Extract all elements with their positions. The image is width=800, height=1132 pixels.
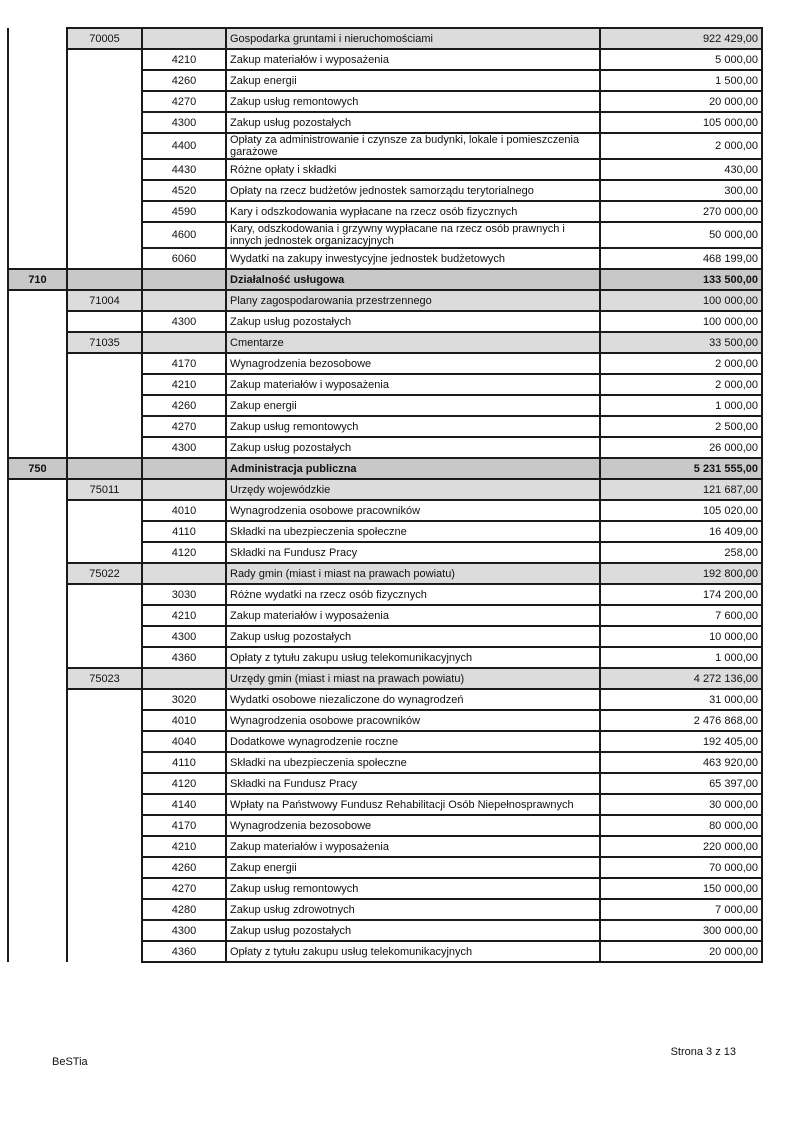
amount-cell: 258,00: [600, 542, 762, 563]
paragraf-row: [8, 353, 762, 374]
description-cell: Zakup usług remontowych: [226, 878, 600, 899]
dzial-code-cell: [8, 542, 67, 563]
dzial-code-cell: [8, 395, 67, 416]
paragraf-code-cell: 4140: [142, 794, 226, 815]
amount-cell: 150 000,00: [600, 878, 762, 899]
description-cell: Składki na ubezpieczenia społeczne: [226, 752, 600, 773]
rozdzial-code-cell: 75023: [67, 668, 142, 689]
rozdzial-code-cell: [67, 201, 142, 222]
amount-cell: 70 000,00: [600, 857, 762, 878]
paragraf-code-cell: 4120: [142, 773, 226, 794]
description-cell: Urzędy wojewódzkie: [226, 479, 600, 500]
rozdzial-code-cell: [67, 91, 142, 112]
paragraf-code-cell: 3030: [142, 584, 226, 605]
rozdzial-code-cell: [67, 605, 142, 626]
amount-cell: 31 000,00: [600, 689, 762, 710]
description-cell: Kary i odszkodowania wypłacane na rzecz osób fizycznych: [226, 201, 600, 222]
dzial-code-cell: [8, 479, 67, 500]
paragraf-row: [8, 857, 762, 878]
paragraf-row: [8, 437, 762, 458]
paragraf-code-cell: 6060: [142, 248, 226, 269]
dzial-code-cell: [8, 731, 67, 752]
amount-cell: 105 020,00: [600, 500, 762, 521]
rozdzial-code-cell: [67, 269, 142, 290]
amount-cell: 300,00: [600, 180, 762, 201]
paragraf-code-cell: 4300: [142, 626, 226, 647]
paragraf-row: [8, 201, 762, 222]
paragraf-row: [8, 836, 762, 857]
page-number: Strona 3 z 13: [670, 1046, 736, 1058]
rozdzial-code-cell: [67, 920, 142, 941]
paragraf-row: [8, 112, 762, 133]
paragraf-row: [8, 920, 762, 941]
description-cell: Cmentarze: [226, 332, 600, 353]
rozdzial-code-cell: [67, 374, 142, 395]
amount-cell: 2 000,00: [600, 133, 762, 159]
paragraf-row: [8, 133, 762, 159]
rozdzial-code-cell: [67, 752, 142, 773]
dzial-code-cell: 750: [8, 458, 67, 479]
rozdzial-code-cell: [67, 815, 142, 836]
rozdzial-code-cell: [67, 500, 142, 521]
amount-cell: 1 000,00: [600, 647, 762, 668]
paragraf-code-cell: 4360: [142, 647, 226, 668]
budget-table: [7, 27, 763, 963]
rozdzial-code-cell: [67, 773, 142, 794]
description-cell: Zakup usług remontowych: [226, 91, 600, 112]
description-cell: Wynagrodzenia bezosobowe: [226, 815, 600, 836]
description-cell: Zakup usług pozostałych: [226, 437, 600, 458]
dzial-code-cell: [8, 794, 67, 815]
paragraf-row: [8, 91, 762, 112]
amount-cell: 463 920,00: [600, 752, 762, 773]
dzial-code-cell: [8, 353, 67, 374]
paragraf-code-cell: 4300: [142, 311, 226, 332]
dzial-code-cell: [8, 752, 67, 773]
paragraf-code-cell: 3020: [142, 689, 226, 710]
amount-cell: 5 000,00: [600, 49, 762, 70]
paragraf-code-cell: 4170: [142, 815, 226, 836]
description-cell: Zakup materiałów i wyposażenia: [226, 836, 600, 857]
rozdzial-code-cell: [67, 353, 142, 374]
description-cell: Opłaty z tytułu zakupu usług telekomunikacyjnych: [226, 941, 600, 962]
dzial-code-cell: [8, 91, 67, 112]
paragraf-code-cell: 4520: [142, 180, 226, 201]
rozdzial-code-cell: [67, 689, 142, 710]
paragraf-code-cell: [142, 28, 226, 49]
rozdzial-code-cell: [67, 437, 142, 458]
amount-cell: 33 500,00: [600, 332, 762, 353]
paragraf-code-cell: 4270: [142, 878, 226, 899]
description-cell: Wynagrodzenia osobowe pracowników: [226, 500, 600, 521]
dzial-code-cell: [8, 311, 67, 332]
rozdzial-code-cell: [67, 311, 142, 332]
amount-cell: 80 000,00: [600, 815, 762, 836]
amount-cell: 16 409,00: [600, 521, 762, 542]
rozdzial-code-cell: [67, 941, 142, 962]
paragraf-row: [8, 311, 762, 332]
paragraf-code-cell: [142, 290, 226, 311]
description-cell: Zakup materiałów i wyposażenia: [226, 374, 600, 395]
dzial-code-cell: [8, 941, 67, 962]
paragraf-code-cell: [142, 479, 226, 500]
rozdzial-code-cell: [67, 584, 142, 605]
dzial-code-cell: [8, 836, 67, 857]
paragraf-code-cell: 4600: [142, 222, 226, 248]
dzial-code-cell: [8, 248, 67, 269]
amount-cell: 7 600,00: [600, 605, 762, 626]
paragraf-code-cell: 4300: [142, 437, 226, 458]
paragraf-row: [8, 500, 762, 521]
amount-cell: 270 000,00: [600, 201, 762, 222]
paragraf-row: [8, 647, 762, 668]
dzial-code-cell: [8, 49, 67, 70]
rozdzial-code-cell: 70005: [67, 28, 142, 49]
rozdzial-code-cell: [67, 521, 142, 542]
paragraf-code-cell: 4170: [142, 353, 226, 374]
paragraf-code-cell: 4270: [142, 91, 226, 112]
description-cell: Opłaty na rzecz budżetów jednostek samorządu terytorialnego: [226, 180, 600, 201]
rozdzial-row: [8, 290, 762, 311]
dzial-code-cell: [8, 332, 67, 353]
amount-cell: 10 000,00: [600, 626, 762, 647]
paragraf-row: [8, 773, 762, 794]
amount-cell: 133 500,00: [600, 269, 762, 290]
paragraf-row: [8, 159, 762, 180]
amount-cell: 30 000,00: [600, 794, 762, 815]
rozdzial-row: [8, 479, 762, 500]
paragraf-row: [8, 899, 762, 920]
dzial-code-cell: [8, 28, 67, 49]
dzial-code-cell: [8, 500, 67, 521]
dzial-code-cell: [8, 647, 67, 668]
rozdzial-code-cell: [67, 222, 142, 248]
dzial-code-cell: [8, 815, 67, 836]
dzial-code-cell: [8, 563, 67, 584]
amount-cell: 2 476 868,00: [600, 710, 762, 731]
amount-cell: 121 687,00: [600, 479, 762, 500]
dzial-row: [8, 458, 762, 479]
dzial-code-cell: [8, 180, 67, 201]
dzial-code-cell: [8, 689, 67, 710]
rozdzial-code-cell: [67, 647, 142, 668]
dzial-code-cell: [8, 605, 67, 626]
dzial-code-cell: [8, 920, 67, 941]
dzial-code-cell: [8, 626, 67, 647]
description-cell: Wpłaty na Państwowy Fundusz Rehabilitacji Osób Niepełnosprawnych: [226, 794, 600, 815]
dzial-code-cell: [8, 112, 67, 133]
description-cell: Różne wydatki na rzecz osób fizycznych: [226, 584, 600, 605]
paragraf-code-cell: [142, 332, 226, 353]
description-cell: Składki na Fundusz Pracy: [226, 773, 600, 794]
rozdzial-code-cell: [67, 133, 142, 159]
rozdzial-row: [8, 668, 762, 689]
description-cell: Zakup materiałów i wyposażenia: [226, 605, 600, 626]
paragraf-code-cell: 4110: [142, 752, 226, 773]
rozdzial-code-cell: 71004: [67, 290, 142, 311]
paragraf-row: [8, 731, 762, 752]
paragraf-code-cell: 4270: [142, 416, 226, 437]
amount-cell: 300 000,00: [600, 920, 762, 941]
paragraf-row: [8, 584, 762, 605]
dzial-code-cell: [8, 222, 67, 248]
rozdzial-code-cell: [67, 899, 142, 920]
rozdzial-code-cell: [67, 248, 142, 269]
description-cell: Różne opłaty i składki: [226, 159, 600, 180]
amount-cell: 20 000,00: [600, 941, 762, 962]
rozdzial-row: [8, 332, 762, 353]
rozdzial-code-cell: [67, 458, 142, 479]
amount-cell: 174 200,00: [600, 584, 762, 605]
paragraf-code-cell: 4300: [142, 112, 226, 133]
description-cell: Zakup usług pozostałych: [226, 626, 600, 647]
description-cell: Opłaty z tytułu zakupu usług telekomunikacyjnych: [226, 647, 600, 668]
description-cell: Opłaty za administrowanie i czynsze za budynki, lokale i pomieszczenia garażowe: [226, 133, 600, 159]
rozdzial-code-cell: [67, 70, 142, 91]
description-cell: Gospodarka gruntami i nieruchomościami: [226, 28, 600, 49]
description-cell: Administracja publiczna: [226, 458, 600, 479]
rozdzial-row: [8, 563, 762, 584]
paragraf-code-cell: 4120: [142, 542, 226, 563]
rozdzial-code-cell: [67, 836, 142, 857]
paragraf-row: [8, 222, 762, 248]
description-cell: Wydatki osobowe niezaliczone do wynagrodzeń: [226, 689, 600, 710]
paragraf-row: [8, 248, 762, 269]
amount-cell: 922 429,00: [600, 28, 762, 49]
amount-cell: 192 800,00: [600, 563, 762, 584]
dzial-code-cell: [8, 70, 67, 91]
paragraf-code-cell: 4260: [142, 395, 226, 416]
dzial-code-cell: [8, 159, 67, 180]
paragraf-row: [8, 794, 762, 815]
description-cell: Zakup energii: [226, 70, 600, 91]
description-cell: Zakup usług pozostałych: [226, 112, 600, 133]
description-cell: Dodatkowe wynagrodzenie roczne: [226, 731, 600, 752]
paragraf-code-cell: [142, 458, 226, 479]
paragraf-code-cell: 4280: [142, 899, 226, 920]
description-cell: Działalność usługowa: [226, 269, 600, 290]
description-cell: Zakup energii: [226, 395, 600, 416]
dzial-code-cell: 710: [8, 269, 67, 290]
amount-cell: 1 500,00: [600, 70, 762, 91]
description-cell: Zakup energii: [226, 857, 600, 878]
rozdzial-code-cell: [67, 626, 142, 647]
rozdzial-code-cell: [67, 731, 142, 752]
description-cell: Zakup usług pozostałych: [226, 920, 600, 941]
description-cell: Zakup usług zdrowotnych: [226, 899, 600, 920]
rozdzial-code-cell: [67, 180, 142, 201]
paragraf-code-cell: [142, 563, 226, 584]
paragraf-row: [8, 180, 762, 201]
paragraf-row: [8, 752, 762, 773]
paragraf-row: [8, 626, 762, 647]
rozdzial-code-cell: 75022: [67, 563, 142, 584]
amount-cell: 430,00: [600, 159, 762, 180]
description-cell: Wynagrodzenia osobowe pracowników: [226, 710, 600, 731]
amount-cell: 4 272 136,00: [600, 668, 762, 689]
amount-cell: 50 000,00: [600, 222, 762, 248]
paragraf-code-cell: 4430: [142, 159, 226, 180]
amount-cell: 100 000,00: [600, 311, 762, 332]
dzial-code-cell: [8, 878, 67, 899]
amount-cell: 105 000,00: [600, 112, 762, 133]
table-body: [8, 28, 762, 962]
dzial-code-cell: [8, 201, 67, 222]
amount-cell: 65 397,00: [600, 773, 762, 794]
paragraf-code-cell: 4210: [142, 605, 226, 626]
rozdzial-code-cell: 75011: [67, 479, 142, 500]
description-cell: Wynagrodzenia bezosobowe: [226, 353, 600, 374]
paragraf-row: [8, 374, 762, 395]
rozdzial-code-cell: [67, 112, 142, 133]
description-cell: Kary, odszkodowania i grzywny wypłacane na rzecz osób prawnych i innych jednostek organizacyjnych: [226, 222, 600, 248]
amount-cell: 2 000,00: [600, 374, 762, 395]
rozdzial-code-cell: [67, 159, 142, 180]
amount-cell: 2 500,00: [600, 416, 762, 437]
paragraf-row: [8, 605, 762, 626]
amount-cell: 20 000,00: [600, 91, 762, 112]
rozdzial-code-cell: [67, 710, 142, 731]
paragraf-row: [8, 542, 762, 563]
description-cell: Składki na Fundusz Pracy: [226, 542, 600, 563]
dzial-code-cell: [8, 773, 67, 794]
amount-cell: 1 000,00: [600, 395, 762, 416]
amount-cell: 192 405,00: [600, 731, 762, 752]
paragraf-row: [8, 416, 762, 437]
rozdzial-code-cell: [67, 542, 142, 563]
dzial-code-cell: [8, 290, 67, 311]
dzial-code-cell: [8, 374, 67, 395]
rozdzial-code-cell: [67, 416, 142, 437]
rozdzial-code-cell: [67, 857, 142, 878]
paragraf-code-cell: 4300: [142, 920, 226, 941]
dzial-code-cell: [8, 668, 67, 689]
paragraf-row: [8, 941, 762, 962]
paragraf-row: [8, 878, 762, 899]
description-cell: Wydatki na zakupy inwestycyjne jednostek budżetowych: [226, 248, 600, 269]
dzial-code-cell: [8, 521, 67, 542]
description-cell: Zakup usług remontowych: [226, 416, 600, 437]
rozdzial-code-cell: 71035: [67, 332, 142, 353]
description-cell: Składki na ubezpieczenia społeczne: [226, 521, 600, 542]
rozdzial-code-cell: [67, 794, 142, 815]
dzial-code-cell: [8, 437, 67, 458]
amount-cell: 2 000,00: [600, 353, 762, 374]
dzial-code-cell: [8, 584, 67, 605]
paragraf-row: [8, 521, 762, 542]
dzial-row: [8, 269, 762, 290]
description-cell: Urzędy gmin (miast i miast na prawach powiatu): [226, 668, 600, 689]
dzial-code-cell: [8, 133, 67, 159]
amount-cell: 220 000,00: [600, 836, 762, 857]
description-cell: Plany zagospodarowania przestrzennego: [226, 290, 600, 311]
paragraf-row: [8, 395, 762, 416]
paragraf-row: [8, 70, 762, 91]
rozdzial-code-cell: [67, 878, 142, 899]
rozdzial-row: [8, 28, 762, 49]
paragraf-code-cell: 4010: [142, 500, 226, 521]
footer-brand: BeSTia: [52, 1056, 88, 1068]
dzial-code-cell: [8, 899, 67, 920]
paragraf-row: [8, 689, 762, 710]
description-cell: Rady gmin (miast i miast na prawach powiatu): [226, 563, 600, 584]
paragraf-row: [8, 710, 762, 731]
amount-cell: 7 000,00: [600, 899, 762, 920]
paragraf-code-cell: 4590: [142, 201, 226, 222]
amount-cell: 26 000,00: [600, 437, 762, 458]
paragraf-code-cell: 4110: [142, 521, 226, 542]
rozdzial-code-cell: [67, 395, 142, 416]
dzial-code-cell: [8, 416, 67, 437]
paragraf-code-cell: 4040: [142, 731, 226, 752]
description-cell: Zakup materiałów i wyposażenia: [226, 49, 600, 70]
paragraf-code-cell: 4210: [142, 374, 226, 395]
paragraf-row: [8, 815, 762, 836]
paragraf-code-cell: 4260: [142, 857, 226, 878]
dzial-code-cell: [8, 857, 67, 878]
amount-cell: 468 199,00: [600, 248, 762, 269]
paragraf-code-cell: 4010: [142, 710, 226, 731]
rozdzial-code-cell: [67, 49, 142, 70]
description-cell: Zakup usług pozostałych: [226, 311, 600, 332]
paragraf-code-cell: 4210: [142, 49, 226, 70]
amount-cell: 100 000,00: [600, 290, 762, 311]
paragraf-code-cell: 4210: [142, 836, 226, 857]
paragraf-code-cell: [142, 269, 226, 290]
paragraf-code-cell: [142, 668, 226, 689]
paragraf-code-cell: 4400: [142, 133, 226, 159]
paragraf-code-cell: 4360: [142, 941, 226, 962]
paragraf-row: [8, 49, 762, 70]
amount-cell: 5 231 555,00: [600, 458, 762, 479]
paragraf-code-cell: 4260: [142, 70, 226, 91]
dzial-code-cell: [8, 710, 67, 731]
